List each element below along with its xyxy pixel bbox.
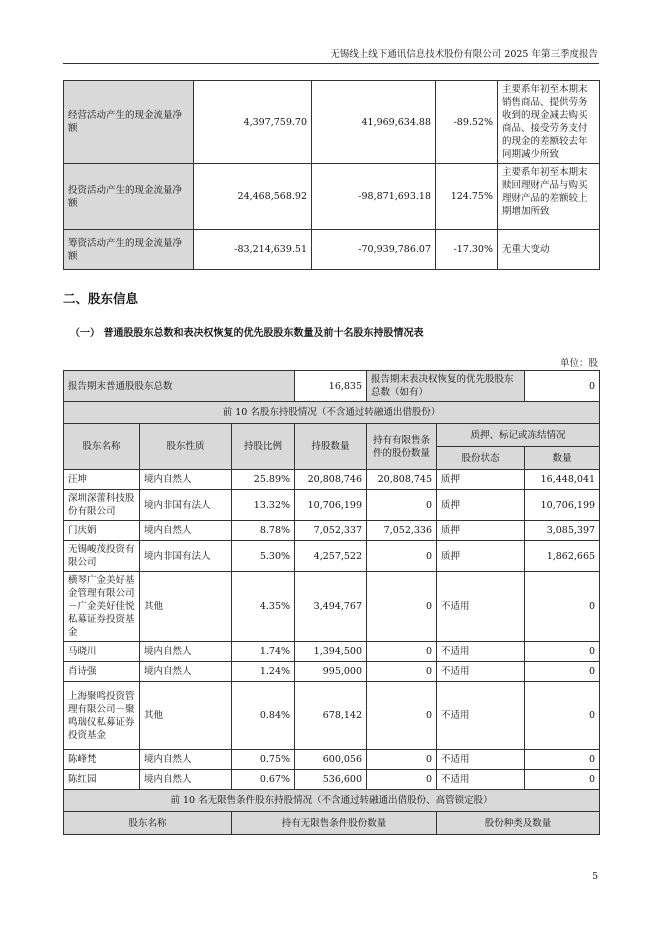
cash-flow-item: 筹资活动产生的现金流量净额 bbox=[64, 230, 194, 270]
shareholder-ratio: 1.24% bbox=[232, 662, 295, 682]
shareholder-status: 质押 bbox=[437, 470, 525, 490]
header-pledge-status: 股份状态 bbox=[437, 447, 525, 470]
shareholder-nature: 境内非国有法人 bbox=[140, 541, 232, 572]
shareholder-quantity: 7,052,337 bbox=[295, 521, 367, 541]
shareholder-nature: 境内自然人 bbox=[140, 470, 232, 490]
shareholder-status: 不适用 bbox=[437, 682, 525, 750]
shareholder-nature: 境内自然人 bbox=[140, 521, 232, 541]
shareholder-restricted: 0 bbox=[367, 642, 437, 662]
shareholder-status: 质押 bbox=[437, 521, 525, 541]
cash-flow-current: 24,468,568.92 bbox=[194, 164, 312, 230]
table-row bbox=[64, 750, 600, 770]
header-pledge: 质押、标记或冻结情况 bbox=[437, 424, 600, 447]
shareholder-nature: 境内自然人 bbox=[140, 662, 232, 682]
section-subtitle: （一） 普通股股东总数和表决权恢复的优先股股东数量及前十名股东持股情况表 bbox=[70, 328, 424, 339]
shareholder-pledge-qty: 0 bbox=[525, 642, 600, 662]
cash-flow-item: 经营活动产生的现金流量净额 bbox=[64, 81, 194, 164]
shareholder-restricted: 20,808,745 bbox=[367, 470, 437, 490]
shareholder-quantity: 20,808,746 bbox=[295, 470, 367, 490]
shareholder-quantity: 678,142 bbox=[295, 682, 367, 750]
shareholder-ratio: 1.74% bbox=[232, 642, 295, 662]
shareholder-name: 门庆娟 bbox=[64, 521, 140, 541]
shareholder-nature: 其他 bbox=[140, 682, 232, 750]
unrestricted-header-type: 股份种类及数量 bbox=[437, 812, 600, 835]
shareholder-ratio: 0.75% bbox=[232, 750, 295, 770]
preferred-shareholders-label: 报告期末表决权恢复的优先股股东总数（如有） bbox=[367, 371, 525, 402]
table-row bbox=[64, 642, 600, 662]
shareholder-nature: 境内非国有法人 bbox=[140, 490, 232, 521]
cash-flow-change: 124.75% bbox=[436, 164, 498, 230]
header-ratio: 持股比例 bbox=[232, 424, 295, 470]
cash-flow-reason: 主要系年初至本期末销售商品、提供劳务收到的现金减去购买商品、接受劳务支付的现金的差额较去年同期减少所致 bbox=[498, 81, 600, 164]
shareholder-status: 质押 bbox=[437, 490, 525, 521]
shareholder-status: 质押 bbox=[437, 541, 525, 572]
table-row bbox=[64, 402, 600, 424]
shareholder-restricted: 0 bbox=[367, 490, 437, 521]
cash-flow-reason: 无重大变动 bbox=[498, 230, 600, 270]
shareholder-name: 深圳深蕾科技股份有限公司 bbox=[64, 490, 140, 521]
unrestricted-title: 前 10 名无限售条件股东持股情况（不含通过转融通出借股份、高管锁定股） bbox=[64, 790, 600, 812]
shareholder-status: 不适用 bbox=[437, 572, 525, 642]
table-row bbox=[64, 521, 600, 541]
page-header: 无锡线上线下通讯信息技术股份有限公司 2025 年第三季度报告 bbox=[330, 49, 598, 60]
shareholder-pledge-qty: 16,448,041 bbox=[525, 470, 600, 490]
cash-flow-previous: -70,939,786.07 bbox=[312, 230, 436, 270]
shareholder-quantity: 536,600 bbox=[295, 770, 367, 790]
shareholder-status: 不适用 bbox=[437, 770, 525, 790]
shareholder-status: 不适用 bbox=[437, 662, 525, 682]
cash-flow-previous: -98,871,693.18 bbox=[312, 164, 436, 230]
cash-flow-item: 投资活动产生的现金流量净额 bbox=[64, 164, 194, 230]
shareholder-pledge-qty: 3,085,397 bbox=[525, 521, 600, 541]
table-row bbox=[64, 662, 600, 682]
shareholder-name: 上海聚鸣投资管理有限公司－聚鸣瑞仪私募证券投资基金 bbox=[64, 682, 140, 750]
header-nature: 股东性质 bbox=[140, 424, 232, 470]
shareholder-restricted: 0 bbox=[367, 662, 437, 682]
header-pledge-qty: 数量 bbox=[525, 447, 600, 470]
shareholder-pledge-qty: 0 bbox=[525, 682, 600, 750]
table-row bbox=[64, 812, 600, 835]
cash-flow-previous: 41,969,634.88 bbox=[312, 81, 436, 164]
shareholder-ratio: 0.84% bbox=[232, 682, 295, 750]
shareholder-pledge-qty: 1,862,665 bbox=[525, 541, 600, 572]
shareholder-ratio: 13.32% bbox=[232, 490, 295, 521]
cash-flow-table bbox=[63, 80, 600, 270]
total-shareholders-label: 报告期末普通股股东总数 bbox=[64, 371, 295, 402]
table-row bbox=[64, 470, 600, 490]
shareholder-nature: 其他 bbox=[140, 572, 232, 642]
shareholder-name: 汪坤 bbox=[64, 470, 140, 490]
table-row bbox=[64, 81, 600, 164]
shareholder-restricted: 0 bbox=[367, 541, 437, 572]
shareholder-quantity: 10,706,199 bbox=[295, 490, 367, 521]
shareholder-name: 马晓川 bbox=[64, 642, 140, 662]
shareholder-restricted: 0 bbox=[367, 682, 437, 750]
header-rule bbox=[63, 63, 599, 64]
shareholder-pledge-qty: 0 bbox=[525, 572, 600, 642]
shareholder-table bbox=[63, 370, 600, 835]
preferred-shareholders-value: 0 bbox=[525, 371, 600, 402]
cash-flow-change: -89.52% bbox=[436, 81, 498, 164]
shareholder-pledge-qty: 0 bbox=[525, 750, 600, 770]
shareholder-status: 不适用 bbox=[437, 750, 525, 770]
top10-title: 前 10 名股东持股情况（不含通过转融通出借股份） bbox=[64, 402, 600, 424]
unit-label: 单位：股 bbox=[559, 358, 598, 369]
shareholder-pledge-qty: 10,706,199 bbox=[525, 490, 600, 521]
table-row bbox=[64, 424, 600, 447]
shareholder-restricted: 7,052,336 bbox=[367, 521, 437, 541]
shareholder-pledge-qty: 0 bbox=[525, 662, 600, 682]
shareholder-ratio: 4.35% bbox=[232, 572, 295, 642]
shareholder-nature: 境内自然人 bbox=[140, 770, 232, 790]
table-row bbox=[64, 572, 600, 642]
shareholder-nature: 境内自然人 bbox=[140, 750, 232, 770]
cash-flow-current: 4,397,759.70 bbox=[194, 81, 312, 164]
table-row bbox=[64, 790, 600, 812]
shareholder-restricted: 0 bbox=[367, 572, 437, 642]
table-row bbox=[64, 371, 600, 402]
shareholder-quantity: 600,056 bbox=[295, 750, 367, 770]
table-row bbox=[64, 230, 600, 270]
cash-flow-reason: 主要系年初至本期末赎回理财产品与购买理财产品的差额较上期增加所致 bbox=[498, 164, 600, 230]
section-title: 二、股东信息 bbox=[63, 291, 139, 306]
page-number: 5 bbox=[592, 872, 598, 882]
shareholder-ratio: 0.67% bbox=[232, 770, 295, 790]
shareholder-pledge-qty: 0 bbox=[525, 770, 600, 790]
unrestricted-header-quantity: 持有无限售条件股份数量 bbox=[232, 812, 437, 835]
table-row bbox=[64, 682, 600, 750]
shareholder-name: 陈峰梵 bbox=[64, 750, 140, 770]
header-name: 股东名称 bbox=[64, 424, 140, 470]
shareholder-name: 横琴广金美好基金管理有限公司－广金美好佳悦私募证券投资基金 bbox=[64, 572, 140, 642]
shareholder-quantity: 995,000 bbox=[295, 662, 367, 682]
header-restricted: 持有有限售条件的股份数量 bbox=[367, 424, 437, 470]
header-quantity: 持股数量 bbox=[295, 424, 367, 470]
table-row bbox=[64, 164, 600, 230]
unrestricted-header-name: 股东名称 bbox=[64, 812, 232, 835]
shareholder-quantity: 1,394,500 bbox=[295, 642, 367, 662]
total-shareholders-value: 16,835 bbox=[295, 371, 367, 402]
shareholder-name: 无锡峻茂投资有限公司 bbox=[64, 541, 140, 572]
shareholder-restricted: 0 bbox=[367, 750, 437, 770]
shareholder-ratio: 5.30% bbox=[232, 541, 295, 572]
shareholder-name: 肖诗强 bbox=[64, 662, 140, 682]
shareholder-status: 不适用 bbox=[437, 642, 525, 662]
shareholder-name: 陈红园 bbox=[64, 770, 140, 790]
table-row bbox=[64, 541, 600, 572]
shareholder-ratio: 8.78% bbox=[232, 521, 295, 541]
table-row bbox=[64, 770, 600, 790]
cash-flow-change: -17.30% bbox=[436, 230, 498, 270]
shareholder-nature: 境内自然人 bbox=[140, 642, 232, 662]
shareholder-quantity: 4,257,522 bbox=[295, 541, 367, 572]
table-row bbox=[64, 490, 600, 521]
shareholder-ratio: 25.89% bbox=[232, 470, 295, 490]
shareholder-restricted: 0 bbox=[367, 770, 437, 790]
shareholder-quantity: 3,494,767 bbox=[295, 572, 367, 642]
cash-flow-current: -83,214,639.51 bbox=[194, 230, 312, 270]
